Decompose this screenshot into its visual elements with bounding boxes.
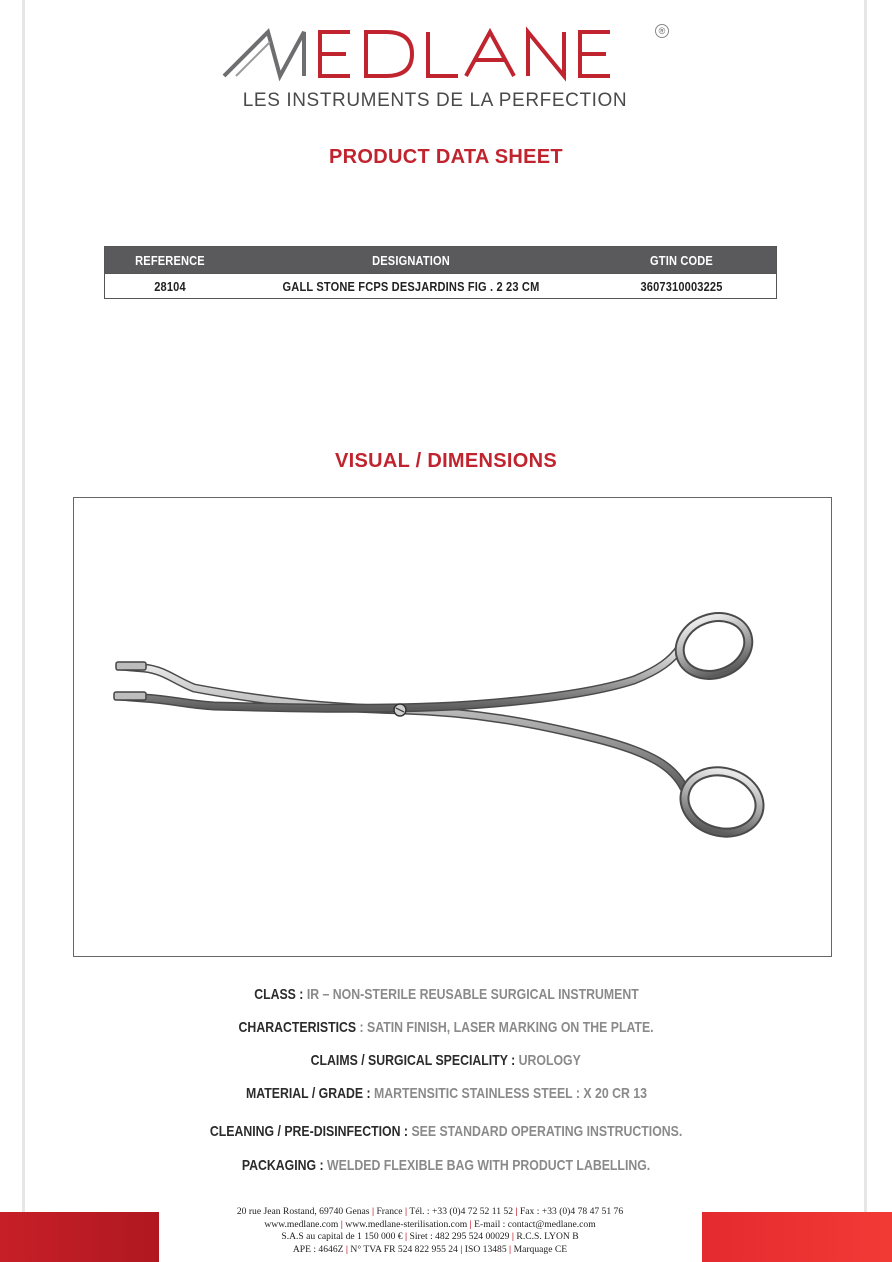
footer-registration-line	[170, 1244, 690, 1257]
footer-separator: |	[515, 1206, 518, 1217]
gtin-value: 3607310003225	[640, 278, 723, 294]
spec-material	[0, 1085, 892, 1102]
footer-separator: |	[345, 1243, 349, 1255]
spec-value: UROLOGY	[515, 1052, 582, 1069]
footer-separator: |	[340, 1218, 343, 1230]
medlane-logo-mark	[200, 18, 680, 88]
footer-website-link[interactable]: www.medlane.com	[264, 1218, 339, 1230]
column-header-designation: DESIGNATION	[372, 252, 450, 268]
column-header-reference: REFERENCE	[135, 252, 205, 268]
column-header-gtin: GTIN CODE	[650, 252, 713, 268]
footer-separator: |	[460, 1243, 463, 1255]
footer-separator: |	[469, 1218, 472, 1230]
product-data-sheet-heading: PRODUCT DATA SHEET	[329, 146, 563, 168]
footer-separator: |	[405, 1231, 408, 1243]
footer-capital: S.A.S au capital de 1 150 000 €	[281, 1231, 403, 1243]
registered-mark: ®	[655, 24, 669, 38]
footer-fax: Fax : +33 (0)4 78 47 51 76	[519, 1206, 624, 1217]
footer-address-line	[170, 1206, 690, 1219]
footer-vat: N° TVA FR 524 822 955 24	[350, 1243, 458, 1255]
product-visual-frame	[73, 497, 832, 957]
spec-label: CHARACTERISTICS	[238, 1019, 357, 1036]
spec-value: WELDED FLEXIBLE BAG WITH PRODUCT LABELLING.	[323, 1157, 651, 1174]
brand-tagline: LES INSTRUMENTS DE LA PERFECTION	[242, 90, 628, 111]
footer-separator: |	[404, 1206, 408, 1217]
reference-value: 28104	[154, 278, 186, 294]
spec-value: IR – NON-STERILE REUSABLE SURGICAL INSTRUMENT	[302, 986, 639, 1003]
spec-value: MARTENSITIC STAINLESS STEEL : X 20 CR 13	[370, 1085, 647, 1102]
spec-value: SEE STANDARD OPERATING INSTRUCTIONS.	[407, 1123, 683, 1140]
footer-iso: ISO 13485	[464, 1243, 507, 1255]
table-header-row	[105, 247, 776, 273]
footer-web-line	[170, 1219, 690, 1232]
footer-email[interactable]: E-mail : contact@medlane.com	[474, 1218, 596, 1230]
company-footer	[170, 1206, 690, 1256]
spec-label: CLAIMS / SURGICAL SPECIALITY :	[310, 1052, 516, 1069]
reference-table	[104, 246, 777, 299]
spec-class	[0, 986, 892, 1003]
footer-separator: |	[509, 1243, 512, 1255]
footer-country: France	[376, 1206, 403, 1217]
spec-claims	[0, 1052, 892, 1069]
footer-legal-line	[170, 1231, 690, 1244]
spec-value: : SATIN FINISH, LASER MARKING ON THE PLATE.	[356, 1019, 654, 1036]
footer-phone: Tél. : +33 (0)4 72 52 11 52	[409, 1206, 513, 1217]
footer-rcs: R.C.S. LYON B	[516, 1231, 579, 1243]
spec-label: MATERIAL / GRADE :	[245, 1085, 371, 1102]
spec-label: CLASS :	[253, 986, 303, 1003]
footer-accent-bar-right	[702, 1212, 892, 1262]
footer-separator: |	[511, 1231, 515, 1243]
footer-sterilisation-link[interactable]: www.medlane-sterilisation.com	[345, 1218, 468, 1230]
footer-siret: Siret : 482 295 524 00029	[409, 1231, 510, 1243]
spec-label: CLEANING / PRE-DISINFECTION :	[209, 1123, 408, 1140]
footer-ape: APE : 4646Z	[292, 1243, 344, 1255]
designation-value: GALL STONE FCPS DESJARDINS FIG . 2 23 CM	[282, 278, 540, 294]
footer-ce-marking: Marquage CE	[513, 1243, 568, 1255]
spec-label: PACKAGING :	[241, 1157, 324, 1174]
footer-separator: |	[371, 1206, 375, 1217]
curved-forceps-illustration	[74, 498, 831, 956]
spec-packaging	[0, 1157, 892, 1174]
footer-accent-bar-left	[0, 1212, 159, 1262]
spec-cleaning	[0, 1123, 892, 1140]
table-row	[105, 273, 776, 298]
visual-dimensions-heading: VISUAL / DIMENSIONS	[334, 450, 558, 472]
spec-characteristics	[0, 1019, 892, 1036]
footer-address: 20 rue Jean Rostand, 69740 Genas	[236, 1206, 370, 1217]
